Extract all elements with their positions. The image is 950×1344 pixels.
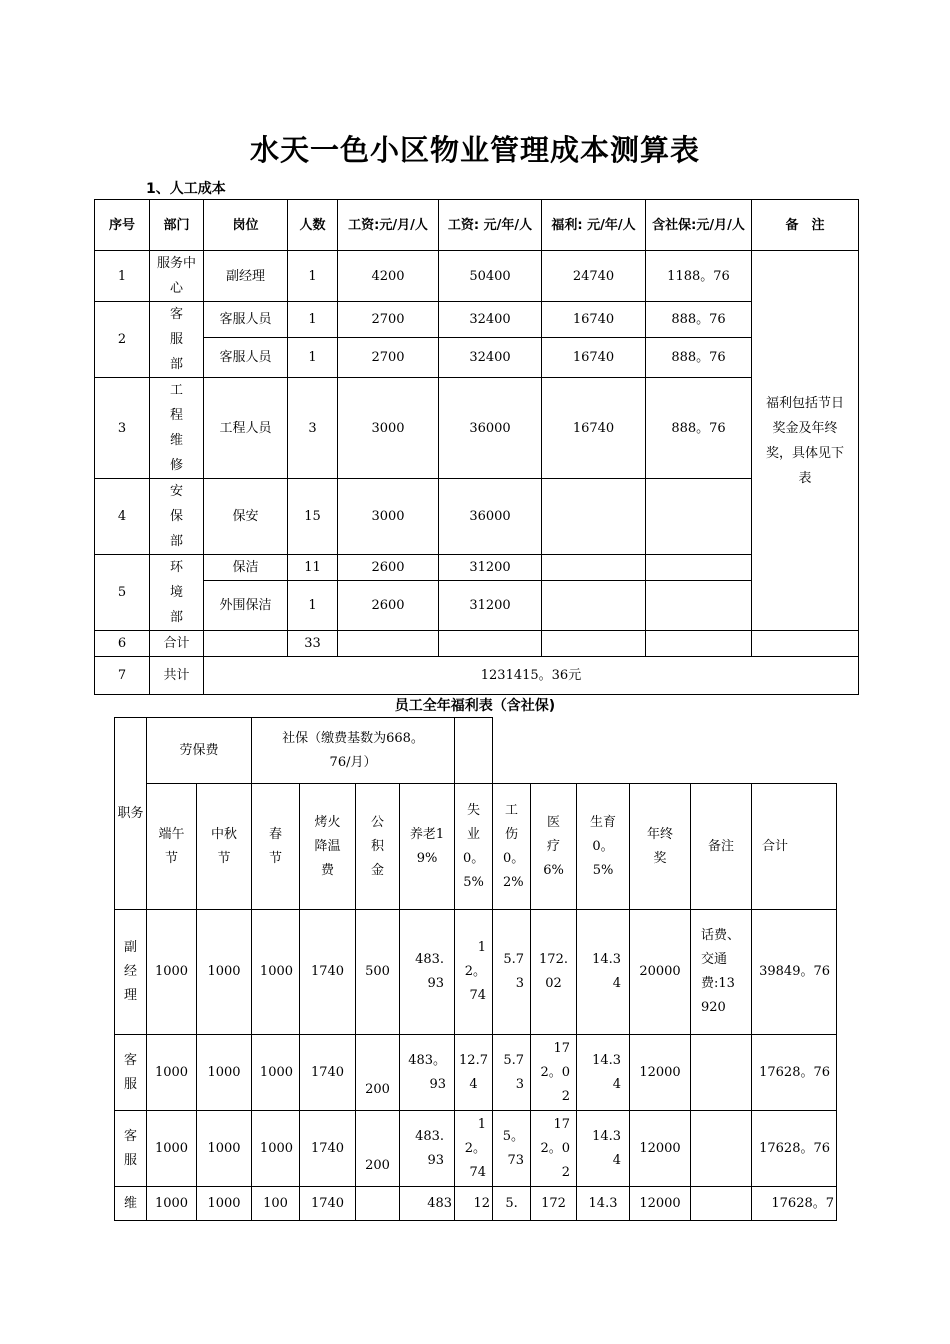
cell: 3 bbox=[95, 378, 150, 479]
section-heading-labor-cost: 1、人工成本 bbox=[146, 181, 226, 197]
position-header-cell: 职务 bbox=[115, 718, 147, 910]
cell: 环境部 bbox=[150, 555, 204, 631]
cell bbox=[455, 718, 493, 784]
cell bbox=[542, 581, 646, 631]
cell: 3 bbox=[288, 378, 338, 479]
table-row bbox=[95, 581, 859, 631]
header-cell: 人数 bbox=[288, 200, 338, 251]
cell: 6 bbox=[95, 631, 150, 657]
cell: 1000 bbox=[252, 1035, 300, 1111]
header-cell: 端午节 bbox=[147, 784, 197, 910]
position-cell: 客服 bbox=[115, 1035, 147, 1111]
cell: 200 bbox=[356, 1035, 400, 1111]
cell: 33 bbox=[288, 631, 338, 657]
cell: 172。02 bbox=[531, 1111, 577, 1187]
cell: 1000 bbox=[147, 1187, 197, 1221]
cell: 483.93 bbox=[400, 1111, 455, 1187]
group-social-cell: 社保（缴费基数为668。76/月） bbox=[252, 718, 455, 784]
cell: 1000 bbox=[252, 910, 300, 1035]
table-header-row bbox=[115, 784, 837, 910]
header-cell: 工资:元/月/人 bbox=[338, 200, 439, 251]
table-row bbox=[115, 910, 837, 1035]
header-cell: 工资: 元/年/人 bbox=[439, 200, 542, 251]
cell: 1740 bbox=[300, 910, 356, 1035]
cell: 483 bbox=[400, 1187, 455, 1221]
cell: 客服人员 bbox=[204, 302, 288, 338]
cell: 7 bbox=[95, 657, 150, 695]
cell: 32400 bbox=[439, 302, 542, 338]
cell: 31200 bbox=[439, 555, 542, 581]
header-cell: 养老19% bbox=[400, 784, 455, 910]
cell: 17628。76 bbox=[752, 1111, 837, 1187]
cell: 1740 bbox=[300, 1035, 356, 1111]
cell: 200 bbox=[356, 1111, 400, 1187]
header-cell: 工伤0。2% bbox=[493, 784, 531, 910]
cell bbox=[691, 1187, 752, 1221]
cell: 14.34 bbox=[577, 1035, 630, 1111]
cell: 1 bbox=[288, 581, 338, 631]
cell bbox=[752, 631, 859, 657]
cell: 1000 bbox=[147, 1111, 197, 1187]
cell: 12.74 bbox=[455, 1035, 493, 1111]
cell: 172。02 bbox=[531, 1035, 577, 1111]
cell: 3000 bbox=[338, 378, 439, 479]
cell bbox=[338, 631, 439, 657]
cell: 1000 bbox=[197, 1111, 252, 1187]
group-header-row bbox=[115, 718, 837, 784]
cell: 888。76 bbox=[646, 302, 752, 338]
cell: 172.02 bbox=[531, 910, 577, 1035]
cell: 4 bbox=[95, 479, 150, 555]
total-value-cell: 1231415。36元 bbox=[204, 657, 859, 695]
cell: 12。74 bbox=[455, 910, 493, 1035]
cell: 39849。76 bbox=[752, 910, 837, 1035]
header-cell: 中秋节 bbox=[197, 784, 252, 910]
cell: 1000 bbox=[197, 1187, 252, 1221]
labor-cost-table bbox=[94, 199, 859, 695]
sum-row bbox=[95, 631, 859, 657]
header-cell: 含社保:元/月/人 bbox=[646, 200, 752, 251]
cell: 1188。76 bbox=[646, 251, 752, 302]
cell: 16740 bbox=[542, 338, 646, 378]
cell: 483。93 bbox=[400, 1035, 455, 1111]
cell: 20000 bbox=[630, 910, 691, 1035]
cell: 24740 bbox=[542, 251, 646, 302]
cell: 500 bbox=[356, 910, 400, 1035]
cell: 11 bbox=[288, 555, 338, 581]
remark-cell: 福利包括节日奖金及年终奖，具体见下表 bbox=[752, 251, 859, 631]
cell bbox=[542, 631, 646, 657]
cell: 172 bbox=[531, 1187, 577, 1221]
cell: 1740 bbox=[300, 1187, 356, 1221]
table-row bbox=[95, 302, 859, 338]
cell: 1000 bbox=[197, 910, 252, 1035]
cell bbox=[691, 1111, 752, 1187]
cell: 16740 bbox=[542, 378, 646, 479]
header-cell: 备注 bbox=[691, 784, 752, 910]
cell: 5.73 bbox=[493, 910, 531, 1035]
cell: 3000 bbox=[338, 479, 439, 555]
cell: 1000 bbox=[197, 1035, 252, 1111]
cell: 1000 bbox=[252, 1111, 300, 1187]
cell: 100 bbox=[252, 1187, 300, 1221]
cell: 888。76 bbox=[646, 378, 752, 479]
cell: 5.73 bbox=[493, 1035, 531, 1111]
cell: 2 bbox=[95, 302, 150, 378]
cell: 15 bbox=[288, 479, 338, 555]
cell: 36000 bbox=[439, 378, 542, 479]
cell: 5. bbox=[493, 1187, 531, 1221]
header-cell: 失业0。5% bbox=[455, 784, 493, 910]
cell: 2600 bbox=[338, 581, 439, 631]
cell: 工程维修 bbox=[150, 378, 204, 479]
cell: 1000 bbox=[147, 910, 197, 1035]
cell: 工程人员 bbox=[204, 378, 288, 479]
cell: 14.34 bbox=[577, 910, 630, 1035]
header-cell: 春节 bbox=[252, 784, 300, 910]
header-cell: 烤火降温费 bbox=[300, 784, 356, 910]
cell bbox=[646, 631, 752, 657]
table-row bbox=[95, 479, 859, 555]
cell bbox=[646, 581, 752, 631]
cell: 副经理 bbox=[204, 251, 288, 302]
cell: 36000 bbox=[439, 479, 542, 555]
header-cell: 福利: 元/年/人 bbox=[542, 200, 646, 251]
cell: 14.34 bbox=[577, 1111, 630, 1187]
cell: 2600 bbox=[338, 555, 439, 581]
cell bbox=[356, 1187, 400, 1221]
cell: 14.3 bbox=[577, 1187, 630, 1221]
cell: 32400 bbox=[439, 338, 542, 378]
cell: 保安 bbox=[204, 479, 288, 555]
table-row bbox=[95, 555, 859, 581]
table-row bbox=[115, 1035, 837, 1111]
table-row bbox=[95, 338, 859, 378]
header-cell: 部门 bbox=[150, 200, 204, 251]
section-heading-welfare: 员工全年福利表（含社保) bbox=[394, 698, 556, 714]
header-cell: 医疗6% bbox=[531, 784, 577, 910]
table-header-row bbox=[95, 200, 859, 251]
table-row bbox=[115, 1111, 837, 1187]
cell: 1 bbox=[288, 302, 338, 338]
table-row bbox=[95, 378, 859, 479]
header-cell: 序号 bbox=[95, 200, 150, 251]
cell: 12 bbox=[455, 1187, 493, 1221]
cell: 1 bbox=[95, 251, 150, 302]
position-cell: 维 bbox=[115, 1187, 147, 1221]
cell bbox=[439, 631, 542, 657]
cell: 安保部 bbox=[150, 479, 204, 555]
cell bbox=[646, 555, 752, 581]
cell: 5 bbox=[95, 555, 150, 631]
header-cell: 合计 bbox=[752, 784, 837, 910]
cell: 1000 bbox=[147, 1035, 197, 1111]
cell: 5。73 bbox=[493, 1111, 531, 1187]
cell: 客服人员 bbox=[204, 338, 288, 378]
cell bbox=[542, 479, 646, 555]
header-cell: 年终奖 bbox=[630, 784, 691, 910]
cell: 17628。7 bbox=[752, 1187, 837, 1221]
cell: 2700 bbox=[338, 338, 439, 378]
cell bbox=[542, 555, 646, 581]
cell: 12000 bbox=[630, 1035, 691, 1111]
header-cell: 岗位 bbox=[204, 200, 288, 251]
cell: 合计 bbox=[150, 631, 204, 657]
header-cell: 生育0。5% bbox=[577, 784, 630, 910]
cell: 16740 bbox=[542, 302, 646, 338]
cell: 服务中心 bbox=[150, 251, 204, 302]
cell: 2700 bbox=[338, 302, 439, 338]
header-cell: 公积金 bbox=[356, 784, 400, 910]
cell: 共计 bbox=[150, 657, 204, 695]
cell: 保洁 bbox=[204, 555, 288, 581]
cell: 483.93 bbox=[400, 910, 455, 1035]
cell bbox=[646, 479, 752, 555]
cell: 客服部 bbox=[150, 302, 204, 378]
cell: 31200 bbox=[439, 581, 542, 631]
cell: 4200 bbox=[338, 251, 439, 302]
cell: 1740 bbox=[300, 1111, 356, 1187]
group-labor-cell: 劳保费 bbox=[147, 718, 252, 784]
cell: 888。76 bbox=[646, 338, 752, 378]
header-cell: 备 注 bbox=[752, 200, 859, 251]
welfare-table bbox=[114, 717, 837, 1221]
cell: 外围保洁 bbox=[204, 581, 288, 631]
cell: 1 bbox=[288, 251, 338, 302]
cell: 12。74 bbox=[455, 1111, 493, 1187]
cell: 50400 bbox=[439, 251, 542, 302]
cell: 17628。76 bbox=[752, 1035, 837, 1111]
total-row bbox=[95, 657, 859, 695]
cell: 话费、交通费:13920 bbox=[691, 910, 752, 1035]
cell: 1 bbox=[288, 338, 338, 378]
cell: 12000 bbox=[630, 1111, 691, 1187]
cell bbox=[691, 1035, 752, 1111]
cell bbox=[204, 631, 288, 657]
page-title: 水天一色小区物业管理成本测算表 bbox=[249, 133, 700, 167]
table-row bbox=[95, 251, 859, 302]
table-row bbox=[115, 1187, 837, 1221]
position-cell: 客服 bbox=[115, 1111, 147, 1187]
position-cell: 副经理 bbox=[115, 910, 147, 1035]
cell: 12000 bbox=[630, 1187, 691, 1221]
